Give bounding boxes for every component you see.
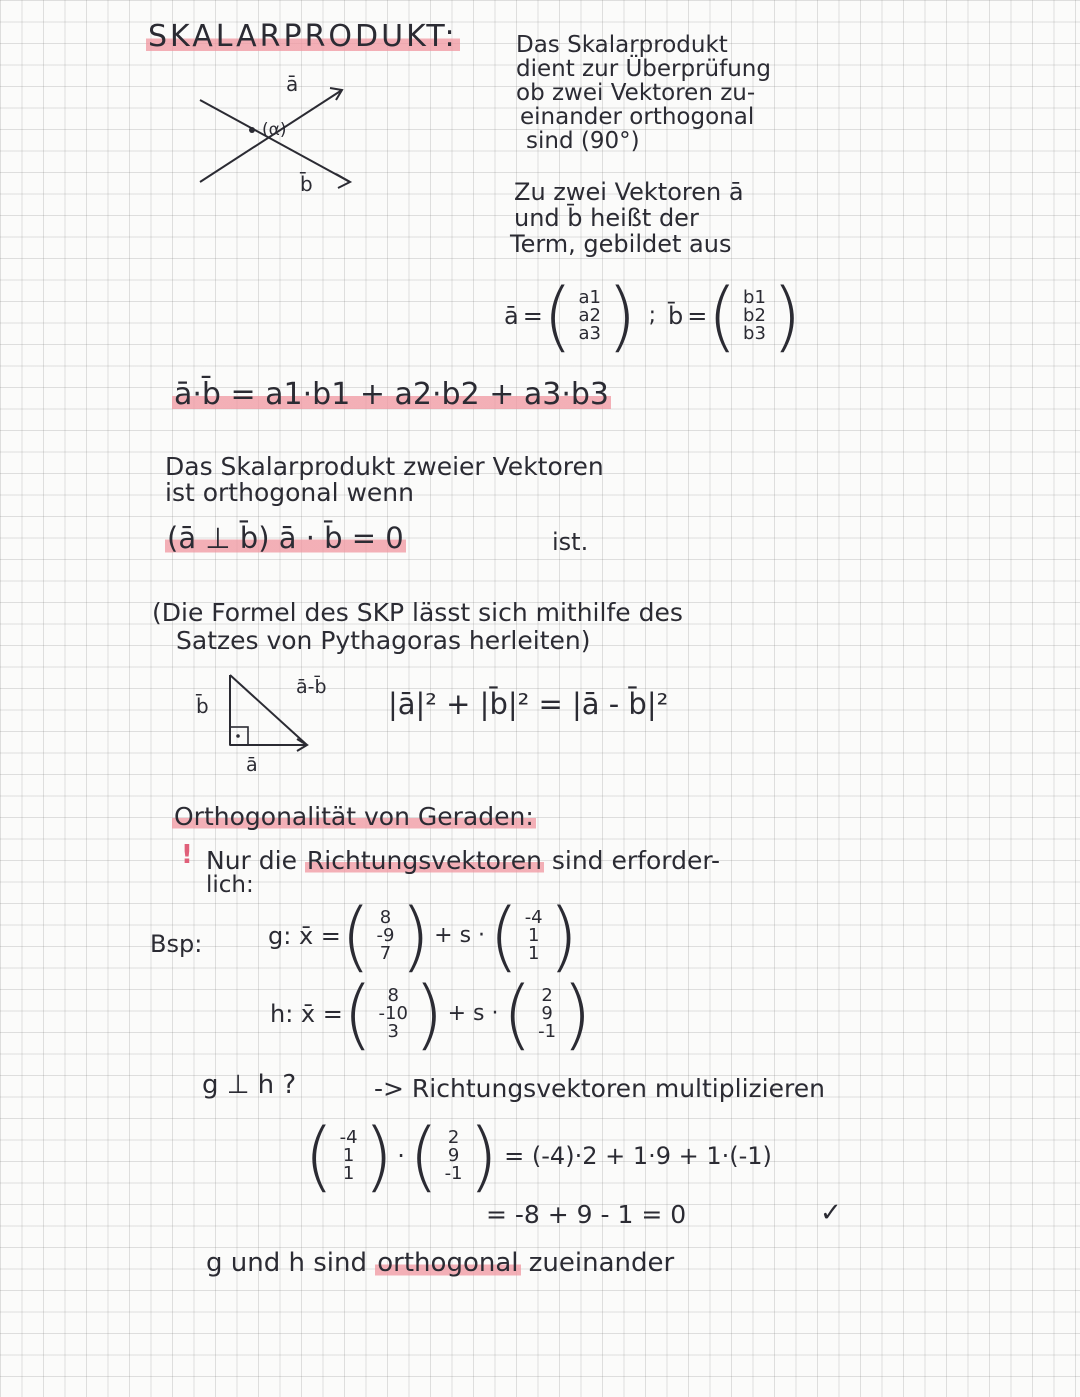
vector-b-name: b̄ [668, 302, 684, 330]
vector-b-components [743, 289, 766, 343]
lines-note-part: Nur die [206, 846, 305, 875]
intro-line: sind (90°) [526, 128, 640, 154]
lines-note [206, 848, 720, 873]
conclusion-part: zueinander [520, 1248, 675, 1278]
section-title-text: Orthogonalität von Geraden: [174, 802, 534, 831]
line-h-plus: + s · [447, 1001, 499, 1026]
line-h-point [379, 987, 408, 1041]
fig1-label-b: b̄ [300, 172, 313, 196]
conclusion [206, 1250, 674, 1276]
orth-condition [165, 521, 406, 555]
pyth-line: (Die Formel des SKP lässt sich mithilfe des [152, 598, 683, 627]
vector-component: b2 [743, 305, 766, 326]
orth-condition-text: (ā ⊥ b̄) ā · b̄ = 0 [167, 521, 404, 555]
fig1-angle-label: (α) [262, 120, 287, 140]
scalar-product-formula-text: ā·b̄ = a1·b1 + a2·b2 + a3·b3 [174, 377, 609, 412]
line-h-direction [538, 987, 556, 1041]
paren-left: ( [707, 271, 738, 360]
page-title-text: SKALARPRODUKT: [148, 19, 458, 54]
intro-line: Das Skalarprodukt [516, 32, 728, 58]
vector-component: -4 [339, 1127, 358, 1148]
vector-component: 8 [379, 907, 392, 928]
line-g-point [377, 909, 395, 963]
conclusion-highlight: orthogonal [377, 1248, 519, 1278]
lines-note-2: lich: [206, 872, 254, 898]
vector-component: 9 [447, 1145, 460, 1166]
vector-component: -4 [524, 907, 543, 928]
direction-vector-g [340, 1129, 358, 1183]
line-g-equation: g: x̄ = ( 8 -9 7 ) + s · ( -4 1 1 ) [268, 891, 579, 980]
line-h-equation: h: x̄ = ( 8 -10 3 ) + s · ( 2 9 -1 ) [270, 969, 592, 1058]
def-line: Zu zwei Vektoren ā [514, 178, 744, 206]
product-expansion: = (-4)·2 + 1·9 + 1·(-1) [504, 1142, 772, 1170]
vector-component: a3 [578, 323, 601, 344]
pythagoras-formula: |ā|² + |b̄|² = |ā - b̄|² [388, 687, 669, 721]
instruction-arrow-text: -> Richtungsvektoren multiplizieren [374, 1074, 825, 1103]
vector-component: 7 [379, 943, 392, 964]
product-result: = -8 + 9 - 1 = 0 [486, 1200, 687, 1229]
scalar-product-formula [172, 377, 611, 412]
intro-line: dient zur Überprüfung [516, 56, 771, 82]
vector-component: 1 [342, 1145, 355, 1166]
orthogonality-question: g ⊥ h ? [202, 1070, 297, 1100]
intro-line: ob zwei Vektoren zu- [516, 80, 756, 106]
vector-component: b3 [743, 323, 766, 344]
direction-vector-h [445, 1129, 463, 1183]
section-title [172, 804, 536, 829]
vector-component: 3 [387, 1021, 399, 1042]
vector-a-name: ā [504, 302, 519, 330]
line-g-plus: + s · [434, 923, 486, 948]
fig2-label-b: b̄ [196, 694, 209, 718]
warning-icon: ! [181, 840, 193, 870]
vector-component: 1 [342, 1163, 355, 1184]
vector-component: -1 [538, 1021, 557, 1042]
def-line: Term, gebildet aus [510, 230, 732, 258]
orth-line-2 [165, 480, 414, 505]
fig2-label-a: ā [246, 754, 258, 776]
intro-line: einander orthogonal [520, 104, 755, 130]
line-g-direction [525, 909, 543, 963]
fig1-label-a: ā [286, 72, 299, 96]
lines-note-highlight: Richtungsvektoren [306, 846, 542, 875]
vector-a-components [578, 289, 600, 343]
pyth-line: Satzes von Pythagoras herleiten) [176, 626, 591, 655]
lines-note-part: sind erforder- [543, 846, 721, 875]
paren-left: ( [542, 271, 573, 360]
paren-right: ) [771, 271, 802, 360]
paren-right: ) [606, 271, 637, 360]
vector-component: 1 [527, 943, 540, 964]
orth-ist: ist. [552, 528, 589, 556]
vector-component: a1 [578, 287, 601, 308]
line-h-lhs: h: x̄ = [270, 1000, 343, 1028]
vector-separator: ; [648, 303, 657, 328]
vector-component: 2 [541, 985, 553, 1006]
orth-line: Das Skalarprodukt zweier Vektoren [165, 452, 604, 481]
fig2-label-ab: ā-b̄ [296, 676, 327, 698]
vector-component: -9 [376, 925, 395, 946]
vector-component: a2 [578, 305, 601, 326]
page-title [146, 19, 460, 54]
example-label: Bsp: [150, 930, 203, 958]
direction-vector-product: ( -4 1 1 ) · ( 2 9 -1 ) = (-4)·2 + 1·9 + 1·(-1) [304, 1111, 772, 1200]
conclusion-part: g und h sind [206, 1248, 376, 1278]
vector-component: -10 [378, 1003, 408, 1024]
vector-component: 1 [527, 925, 540, 946]
vector-a-definition: ā = ( a1 a2 a3 ) ; b̄ = ( b1 b2 b3 ) [504, 271, 802, 360]
orth-line-2-text: ist orthogonal wenn [165, 478, 414, 507]
vector-component: 2 [447, 1127, 460, 1148]
def-line: und b̄ heißt der [514, 204, 699, 232]
line-g-lhs: g: x̄ = [268, 922, 341, 950]
check-icon: ✓ [820, 1198, 842, 1228]
vector-component: b1 [743, 287, 766, 308]
vector-component: -1 [444, 1163, 463, 1184]
vector-component: 9 [541, 1003, 553, 1024]
vector-component: 8 [387, 985, 399, 1006]
product-dot: · [397, 1142, 405, 1170]
